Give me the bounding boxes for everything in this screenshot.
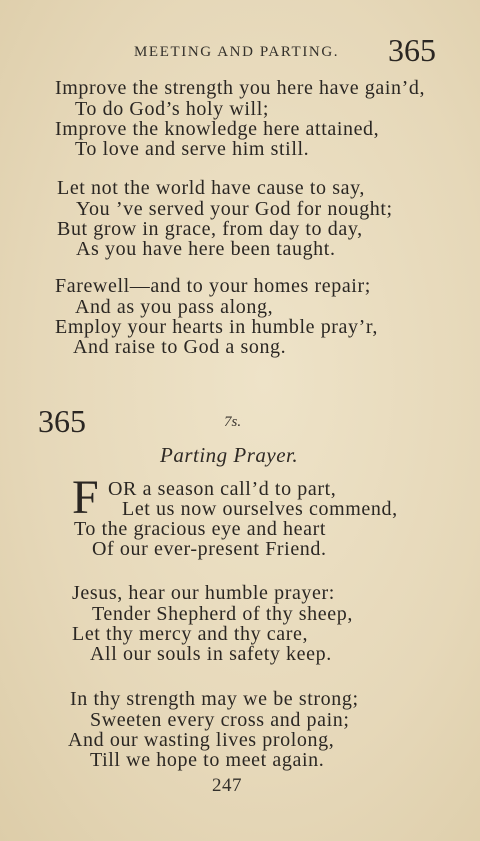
verse-line: Jesus, hear our humble prayer: bbox=[72, 582, 335, 604]
verse-line: Till we hope to meet again. bbox=[90, 749, 325, 771]
verse-line: Let us now ourselves commend, bbox=[122, 498, 398, 520]
verse-line: To the gracious eye and heart bbox=[74, 518, 327, 540]
hymn-meter: 7s. bbox=[224, 414, 242, 430]
verse-line: To love and serve him still. bbox=[75, 138, 310, 160]
verse-line: But grow in grace, from day to day, bbox=[57, 218, 363, 240]
page-number: 365 bbox=[388, 32, 436, 68]
verse-line: You ’ve served your God for nought; bbox=[76, 198, 393, 220]
verse-line: As you have here been taught. bbox=[76, 238, 336, 260]
verse-line: Sweeten every cross and pain; bbox=[90, 709, 350, 731]
verse-line: Employ your hearts in humble pray’r, bbox=[55, 316, 378, 338]
verse-line: Improve the knowledge here attained, bbox=[55, 118, 380, 140]
verse-line: And as you pass along, bbox=[75, 296, 274, 318]
folio: 247 bbox=[212, 775, 242, 796]
verse-line: In thy strength may we be strong; bbox=[70, 688, 359, 710]
verse-line: Of our ever-present Friend. bbox=[92, 538, 327, 560]
verse-line: And our wasting lives prolong, bbox=[68, 729, 335, 751]
verse-line: Farewell—and to your homes repair; bbox=[55, 275, 371, 297]
verse-line: And raise to God a song. bbox=[73, 336, 287, 358]
hymn-number: 365 bbox=[38, 403, 86, 439]
verse-line: Let thy mercy and thy care, bbox=[72, 623, 309, 645]
verse-line: Tender Shepherd of thy sheep, bbox=[92, 603, 353, 625]
verse-line: Improve the strength you here have gain’d, bbox=[55, 77, 426, 99]
drop-cap: F bbox=[72, 471, 99, 524]
verse-line: All our souls in safety keep. bbox=[90, 643, 332, 665]
running-head: MEETING AND PARTING. bbox=[134, 44, 340, 60]
verse-line: Let not the world have cause to say, bbox=[57, 177, 365, 199]
verse-line: OR a season call’d to part, bbox=[108, 478, 337, 500]
verse-line: To do God’s holy will; bbox=[75, 98, 270, 120]
hymn-title: Parting Prayer. bbox=[160, 443, 299, 467]
